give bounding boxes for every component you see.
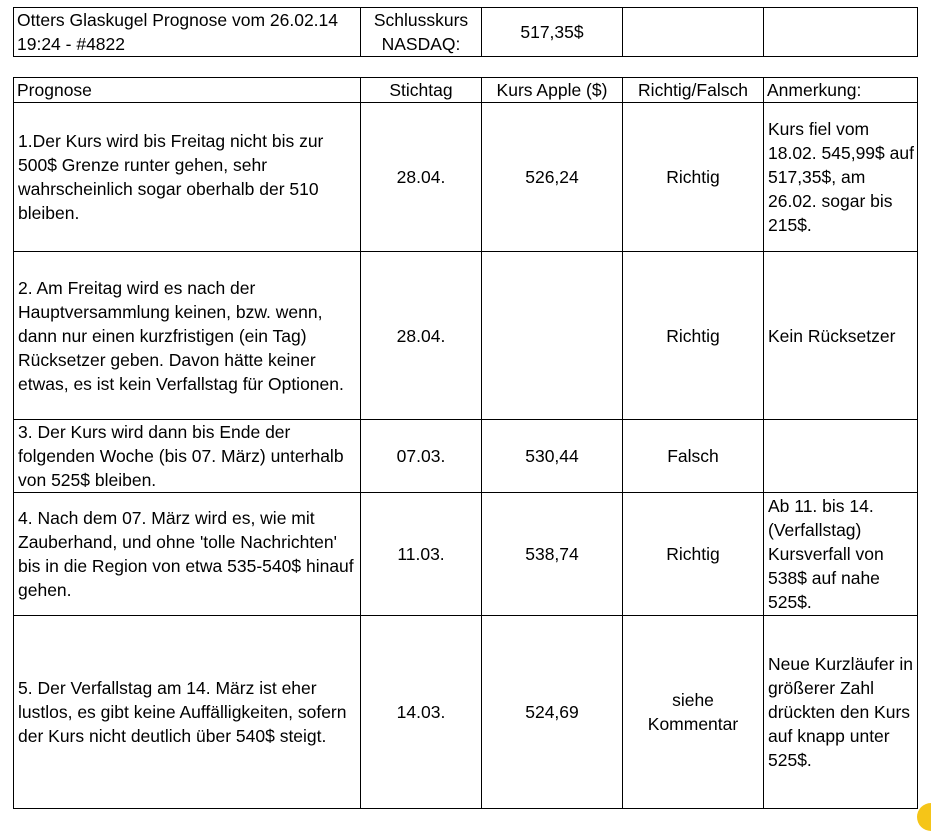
kurs-cell: 530,44 bbox=[482, 420, 623, 493]
anmerkung-cell: Neue Kurzläufer in größerer Zahl drückten den Kurs auf knapp unter 525$. bbox=[764, 616, 918, 809]
stichtag-cell: 14.03. bbox=[361, 616, 482, 809]
ergebnis-cell: Richtig bbox=[623, 252, 764, 420]
kurs-cell: 538,74 bbox=[482, 493, 623, 616]
stichtag-cell: 11.03. bbox=[361, 493, 482, 616]
ergebnis-cell: Richtig bbox=[623, 103, 764, 252]
forecast-title: Otters Glaskugel Prognose vom 26.02.14 19:24 - #4822 bbox=[14, 8, 361, 57]
table-row bbox=[14, 103, 918, 252]
ergebnis-cell: siehe Kommentar bbox=[623, 616, 764, 809]
kurs-cell: 526,24 bbox=[482, 103, 623, 252]
column-header-kurs: Kurs Apple ($) bbox=[482, 78, 623, 103]
ergebnis-cell: Richtig bbox=[623, 493, 764, 616]
closing-price-label: Schlusskurs NASDAQ: bbox=[361, 8, 482, 57]
prognose-cell: 2. Am Freitag wird es nach der Hauptversammlung keinen, bzw. wenn, dann nur einen kurzfristigen (ein Tag) Rücksetzer geben. Davon hätte keiner etwas, es ist kein Verfallstag für Optionen. bbox=[14, 252, 361, 420]
table-row bbox=[14, 493, 918, 616]
header-table bbox=[13, 7, 918, 57]
anmerkung-cell: Kurs fiel vom 18.02. 545,99$ auf 517,35$, am 26.02. sogar bis 215$. bbox=[764, 103, 918, 252]
stichtag-cell: 28.04. bbox=[361, 252, 482, 420]
table-row bbox=[14, 420, 918, 493]
anmerkung-cell bbox=[764, 420, 918, 493]
closing-price-value: 517,35$ bbox=[482, 8, 623, 57]
corner-accent-mark bbox=[917, 803, 931, 831]
header-empty-cell-1 bbox=[623, 8, 764, 57]
ergebnis-cell: Falsch bbox=[623, 420, 764, 493]
table-row bbox=[14, 616, 918, 809]
column-header-anmerkung: Anmerkung: bbox=[764, 78, 918, 103]
forecast-table bbox=[13, 77, 918, 809]
kurs-cell bbox=[482, 252, 623, 420]
prognose-cell: 3. Der Kurs wird dann bis Ende der folgenden Woche (bis 07. März) unterhalb von 525$ bleiben. bbox=[14, 420, 361, 493]
column-header-ergebnis: Richtig/Falsch bbox=[623, 78, 764, 103]
table-header-row bbox=[14, 78, 918, 103]
anmerkung-cell: Kein Rücksetzer bbox=[764, 252, 918, 420]
column-header-prognose: Prognose bbox=[14, 78, 361, 103]
header-row bbox=[14, 8, 918, 57]
stichtag-cell: 28.04. bbox=[361, 103, 482, 252]
prognose-cell: 4. Nach dem 07. März wird es, wie mit Zauberhand, und ohne 'tolle Nachrichten' bis in die Region von etwa 535-540$ hinauf gehen. bbox=[14, 493, 361, 616]
prognose-cell: 1.Der Kurs wird bis Freitag nicht bis zur 500$ Grenze runter gehen, sehr wahrscheinlich sogar oberhalb der 510 bleiben. bbox=[14, 103, 361, 252]
prognose-cell: 5. Der Verfallstag am 14. März ist eher lustlos, es gibt keine Auffälligkeiten, sofern der Kurs nicht deutlich über 540$ steigt. bbox=[14, 616, 361, 809]
anmerkung-cell: Ab 11. bis 14. (Verfallstag) Kursverfall von 538$ auf nahe 525$. bbox=[764, 493, 918, 616]
table-row bbox=[14, 252, 918, 420]
stichtag-cell: 07.03. bbox=[361, 420, 482, 493]
header-empty-cell-2 bbox=[764, 8, 918, 57]
column-header-stichtag: Stichtag bbox=[361, 78, 482, 103]
kurs-cell: 524,69 bbox=[482, 616, 623, 809]
